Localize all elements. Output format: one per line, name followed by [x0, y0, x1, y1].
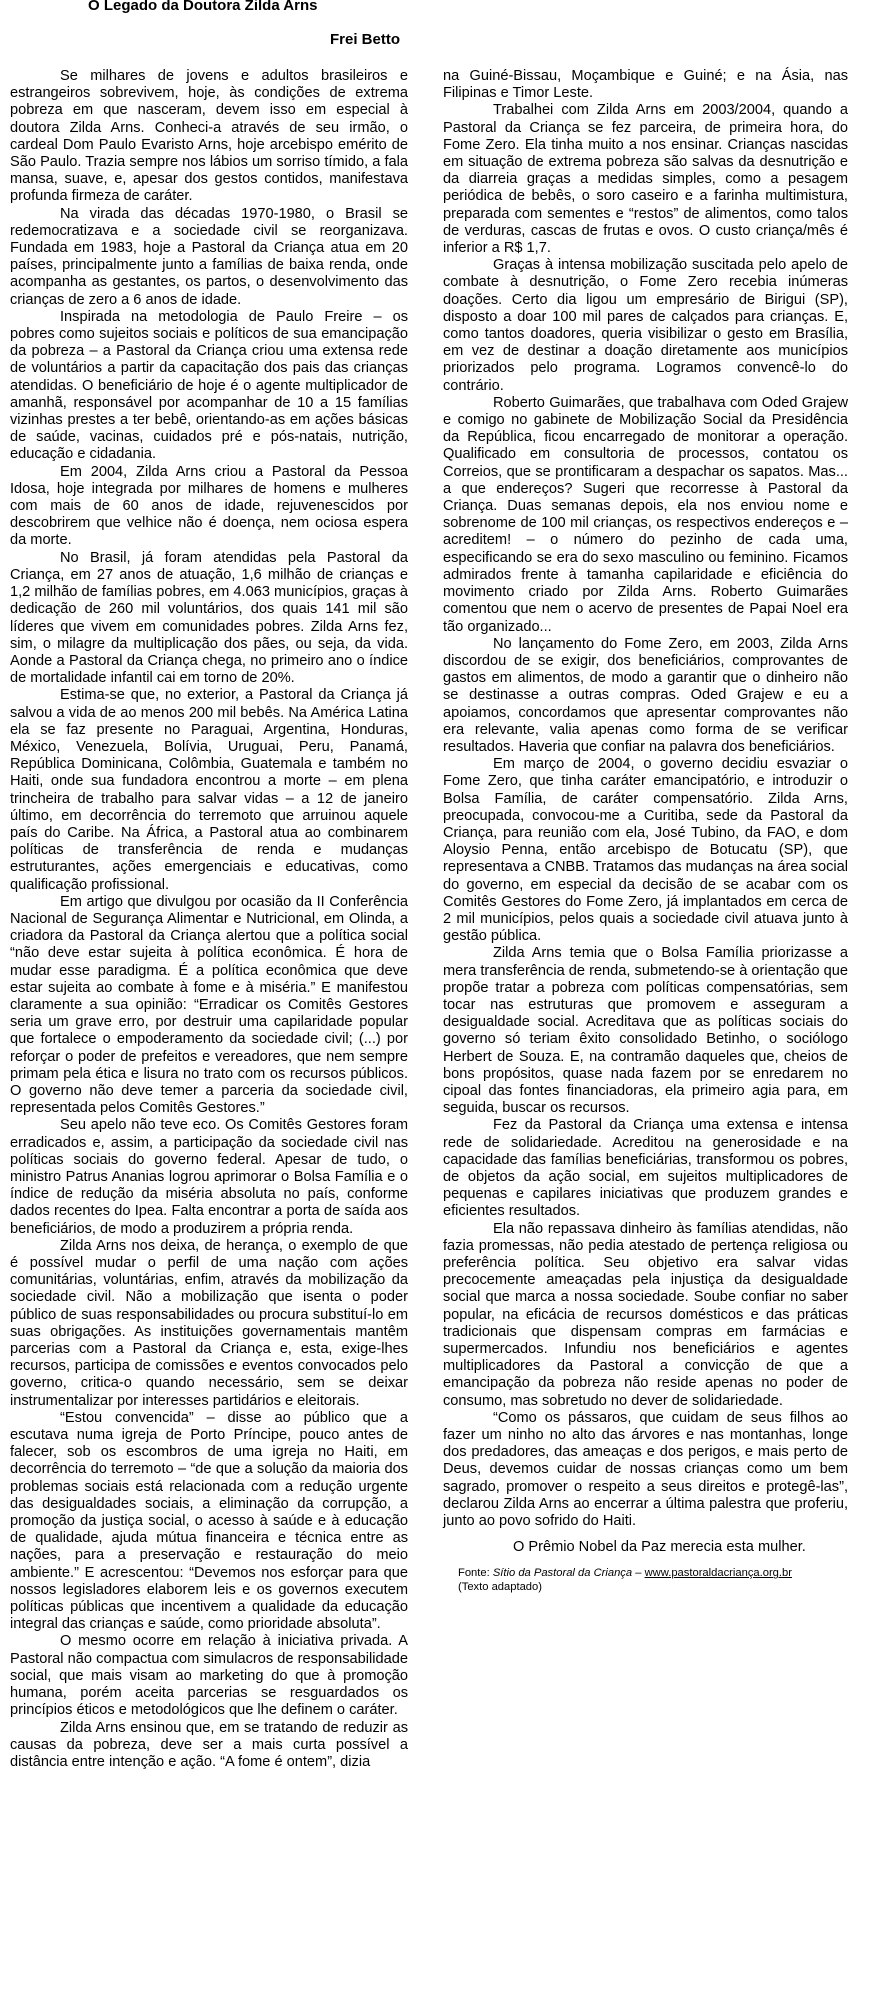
paragraph: Em 2004, Zilda Arns criou a Pastoral da Pessoa Idosa, hoje integrada por milhares de homens e mulheres com mais de 60 anos de idade, rejuvenescidos por descobrirem que velhice não é doença, nem ociosa espera da morte.: [10, 463, 408, 549]
article-title: O Legado da Doutora Zilda Arns: [88, 0, 318, 14]
paragraph: Em artigo que divulgou por ocasião da II Conferência Nacional de Segurança Alimentar e Nutricional, em Olinda, a criadora da Pastoral da Criança alertou que a política social “não deve estar sujeita à política econômica. É hora de mudar esse paradigma. É a política econômica que deve estar sujeita ao combate à fome e à miséria.” E manifestou claramente a sua opinião: “Erradicar os Comitês Gestores seria um grave erro, por destruir uma capilaridade popular que fortalece o empoderamento da sociedade civil; (...) por reforçar o poder de prefeitos e vereadores, que nem sempre primam pela ética e lisura no trato com os recursos públicos. O governo não deve temer a parceria da sociedade civil, representada pelos Comitês Gestores.”: [10, 893, 408, 1117]
left-column: [10, 68, 408, 1771]
paragraph: “Como os pássaros, que cuidam de seus filhos ao fazer um ninho no alto das árvores e nas montanhas, longe dos predadores, das ameaças e dos perigos, e mais perto de Deus, devemos cuidar de nossas crianças como um bem sagrado, promover o respeito a seus direitos e protegê-las”, declarou Zilda Arns ao encerrar a última palestra que proferiu, junto ao povo sofrido do Haiti.: [443, 1409, 848, 1530]
paragraph: Em março de 2004, o governo decidiu esvaziar o Fome Zero, que tinha caráter emancipatório, e introduzir o Bolsa Família, de caráter compensatório. Zilda Arns, preocupada, convocou-me a Curitiba, sede da Pastoral da Criança, para reunião com ela, José Tubino, da FAO, e dom Aloysio Penna, então arcebispo de Botucatu (SP), que representava a CNBB. Tratamos das mudanças na área social do governo, em especial da decisão de se acabar com os Comitês Gestores do Fome Zero, já implantados em cerca de 2 mil municípios, pelos quais a sociedade civil atuava junto à gestão pública.: [443, 756, 848, 945]
paragraph: Graças à intensa mobilização suscitada pelo apelo de combate à desnutrição, o Fome Zero recebia inúmeras doações. Certo dia ligou um empresário de Birigui (SP), disposto a doar 100 mil pares de calçados para crianças. E, como tantos doadores, queria visibilizar o gesto em Brasília, em vez de destinar a doação diretamente aos municípios priorizados pelo programa. Logramos convencê-lo do contrário.: [443, 257, 848, 394]
source-note: (Texto adaptado): [458, 1581, 542, 1594]
paragraph: Se milhares de jovens e adultos brasileiros e estrangeiros sobrevivem, hoje, às condições de extrema pobreza em que nasceram, devem isso em especial à doutora Zilda Arns. Conheci-a através de seu irmão, o cardeal Dom Paulo Evaristo Arns, hoje arcebispo emérito de São Paulo. Trazia sempre nos lábios um sorriso tímido, a fala mansa, suave, e, apesar dos gestos contidos, manifestava profunda firmeza de caráter.: [10, 68, 408, 205]
source-citation: [443, 1566, 848, 1594]
source-prefix: Fonte:: [458, 1567, 490, 1580]
paragraph: No Brasil, já foram atendidas pela Pastoral da Criança, em 27 anos de atuação, 1,6 milhão de crianças e 1,2 milhão de famílias pobres, em 4.063 municípios, graças à dedicação de 260 mil voluntários, dos quais 141 mil são líderes que vivem em comunidades pobres. Zilda Arns fez, sim, o milagre da multiplicação dos pães, ou seja, da vida. Aonde a Pastoral da Criança chega, no primeiro ano o índice de mortalidade infantil cai em torno de 20%.: [10, 549, 408, 687]
closing-line: O Prêmio Nobel da Paz merecia esta mulher.: [513, 1539, 806, 1556]
source-url-link[interactable]: www.pastoraldacriança.org.br: [644, 1567, 792, 1580]
paragraph: Seu apelo não teve eco. Os Comitês Gestores foram erradicados e, assim, a participação da sociedade civil nas políticas sociais do governo federal. Apesar de tudo, o ministro Patrus Ananias logrou aprimorar o Bolsa Família e o índice de redução da miséria absoluta no país, conforme dados recentes do Ipea. Falta encontrar a porta de saída aos beneficiários, de modo a produzirem a própria renda.: [10, 1117, 408, 1237]
paragraph: Na virada das décadas 1970-1980, o Brasil se redemocratizava e a sociedade civil se reorganizava. Fundada em 1983, hoje a Pastoral da Criança atua em 20 países, principalmente junto a famílias de baixa renda, onde acompanha as gestantes, os partos, o desenvolvimento das crianças de zero a 6 anos de idade.: [10, 205, 408, 308]
source-site: Sítio da Pastoral da Criança: [492, 1567, 633, 1580]
paragraph: Ela não repassava dinheiro às famílias atendidas, não fazia promessas, não pedia atestado de pertença religiosa ou preferência política. Seu objetivo era salvar vidas precocemente ameaçadas pela injustiça da desigualdade social que marca a nossa sociedade. Soube confiar no saber popular, na eficácia de recursos domésticos e das práticas tradicionais que dispensam compras em farmácias e supermercados. Infundiu nos beneficiários e agentes multiplicadores da Pastoral a convicção de que a emancipação da pobreza não reside apenas no poder de consumo, mas sobretudo no dever de solidariedade.: [443, 1220, 848, 1409]
paragraph: “Estou convencida” – disse ao público que a escutava numa igreja de Porto Príncipe, pouco antes de falecer, sob os escombros de uma igreja no Haiti, em decorrência do terremoto – “de que a solução da maioria dos problemas sociais está relacionada com a redução urgente das desigualdades sociais, a eliminação da corrupção, a promoção da justiça social, o acesso à saúde e à educação de qualidade, ajuda mútua financeira e técnica entre as nações, para a preservação e restauração do meio ambiente.” E acrescentou: “Devemos nos esforçar para que nossos legisladores elaborem leis e os governos executem políticas públicas que incentivem a qualidade da educação integral das crianças e saúde, como prioridade absoluta”.: [10, 1409, 408, 1633]
paragraph: Trabalhei com Zilda Arns em 2003/2004, quando a Pastoral da Criança se fez parceira, de primeira hora, do Fome Zero. Ela tinha muito a nos ensinar. Crianças nascidas em situação de extrema pobreza são salvas da desnutrição e da diarreia graças a medidas simples, como a pesagem periódica de bebês, o soro caseiro e a farinha multimistura, preparada com sementes e “restos” de alimentos, como talos de verduras, cascas de frutas e ovos. O custo criança/mês é inferior a R$ 1,7.: [443, 102, 848, 257]
paragraph: Inspirada na metodologia de Paulo Freire – os pobres como sujeitos sociais e políticos de sua emancipação da pobreza – a Pastoral da Criança criou uma extensa rede de voluntários a partir da capacitação dos pais das crianças atendidas. O beneficiário de hoje é o agente multiplicador de amanhã, responsável por acompanhar de 10 a 15 famílias vizinhas prestes a ter bebê, orientando-as em ações básicas de saúde, vacinas, cuidados pré e pós-natais, nutrição, educação e cidadania.: [10, 308, 408, 463]
paragraph-continuation: na Guiné-Bissau, Moçambique e Guiné; e na Ásia, nas Filipinas e Timor Leste.: [443, 68, 848, 102]
paragraph: Zilda Arns ensinou que, em se tratando de reduzir as causas da pobreza, deve ser a mais curta possível a distância entre intenção e ação. “A fome é ontem”, dizia: [10, 1719, 408, 1770]
source-separator: –: [635, 1567, 642, 1580]
paragraph: Estima-se que, no exterior, a Pastoral da Criança já salvou a vida de ao menos 200 mil bebês. Na América Latina ela se faz presente no Paraguai, Argentina, Honduras, México, Venezuela, Bolívia, Uruguai, Peru, Panamá, República Dominicana, Colômbia, Guatemala e também no Haiti, onde sua fundadora encontrou a morte – em plena trincheira de trabalho para salvar vidas – a 12 de janeiro último, em decorrência do terremoto que arruinou aquele país do Caribe. Na África, a Pastoral atua ao combinarem políticas de transferência de renda e mudanças estruturantes, ações emergenciais e educativas, como qualificação profissional.: [10, 687, 408, 893]
paragraph: No lançamento do Fome Zero, em 2003, Zilda Arns discordou de se exigir, dos beneficiários, comprovantes de gastos em alimentos, de modo a garantir que o dinheiro não se destinasse a outras compras. Oded Grajew e eu a apoiamos, concordamos que apresentar comprovantes não era relevante, valia apenas como forma de se verificar resultados. Haveria que confiar na palavra dos beneficiários.: [443, 635, 848, 755]
paragraph: Roberto Guimarães, que trabalhava com Oded Grajew e comigo no gabinete de Mobilização Social da Presidência da República, ficou encarregado de monitorar a operação. Qualificado em consultoria de processos, contatou os Correios, que se prontificaram a despachar os sapatos. Mas... a que endereços? Sugeri que recorresse à Pastoral da Criança. Duas semanas depois, ela nos enviou nome e sobrenome de 100 mil crianças, os respectivos endereços e – acreditem! – o número do pezinho de cada uma, especificando se era do sexo masculino ou feminino. Ficamos admirados frente à tamanha capilaridade e eficiência do movimento criado por Zilda Arns. Roberto Guimarães comentou que nem o acervo de presentes de Papai Noel era tão organizado...: [443, 394, 848, 635]
paragraph: Fez da Pastoral da Criança uma extensa e intensa rede de solidariedade. Acreditou na generosidade e na capacidade das famílias beneficiárias, transformou os pobres, de objetos da ação social, em sujeitos multiplicadores de pequenas e capilares iniciativas que produzem grandes e eficientes resultados.: [443, 1117, 848, 1220]
article-author: Frei Betto: [330, 31, 401, 48]
right-column: [443, 68, 848, 1594]
paragraph: Zilda Arns temia que o Bolsa Família priorizasse a mera transferência de renda, submetendo-se à orientação que propõe tratar a pobreza com políticas compensatórias, sem tocar nas estruturas que promovem e asseguram a desigualdade social. Acreditava que as políticas sociais do governo só teriam êxito consolidado Betinho, o sociólogo Herbert de Souza. E, na contramão daqueles que, cheios de bons propósitos, quase nada fazem por se enredarem no cipoal das fontes financiadoras, ela primeiro agia para, em seguida, buscar os recursos.: [443, 945, 848, 1117]
paragraph: Zilda Arns nos deixa, de herança, o exemplo de que é possível mudar o perfil de uma nação com ações comunitárias, voluntárias, enfim, através da mobilização da sociedade civil. Não a mobilização que isenta o poder público de suas responsabilidades ou procura substituí-lo em suas obrigações. As instituições governamentais mantêm parcerias com a Pastoral da Criança e, esta, exige-lhes recursos, participa de comissões e eventos convocados pelo governo, critica-o quando necessário, sem se deixar instrumentalizar por interesses partidários e eleitorais.: [10, 1237, 408, 1409]
paragraph: O mesmo ocorre em relação à iniciativa privada. A Pastoral não compactua com simulacros de responsabilidade social, que mais visam ao marketing do que à promoção humana, porém aceita parcerias se resguardados os princípios éticos e metodológicos que lhe definem o caráter.: [10, 1633, 408, 1719]
